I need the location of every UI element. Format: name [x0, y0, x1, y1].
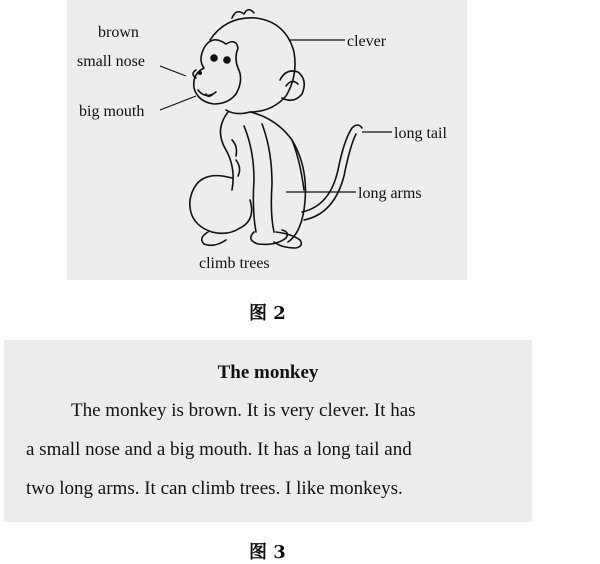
label-clever: clever — [347, 33, 387, 50]
label-small-nose: small nose — [77, 53, 145, 70]
label-climb-trees: climb trees — [199, 255, 270, 272]
figure-3-panel — [4, 340, 532, 522]
label-brown: brown — [98, 24, 139, 41]
passage-line-2: a small nose and a big mouth. It has a long tail and — [26, 439, 412, 460]
passage-line-3: two long arms. It can climb trees. I like monkeys. — [26, 478, 403, 499]
pointer-small-nose — [160, 66, 186, 76]
label-long-arms: long arms — [358, 185, 422, 202]
pointer-big-mouth — [160, 96, 196, 110]
passage-title: The monkey — [217, 362, 319, 383]
label-big-mouth: big mouth — [79, 103, 145, 120]
label-long-tail: long tail — [394, 125, 447, 142]
figure-2-caption: 图 2 — [249, 303, 286, 324]
passage-line-1: The monkey is brown. It is very clever. It has — [71, 400, 416, 421]
figure-3-caption: 图 3 — [249, 542, 286, 563]
